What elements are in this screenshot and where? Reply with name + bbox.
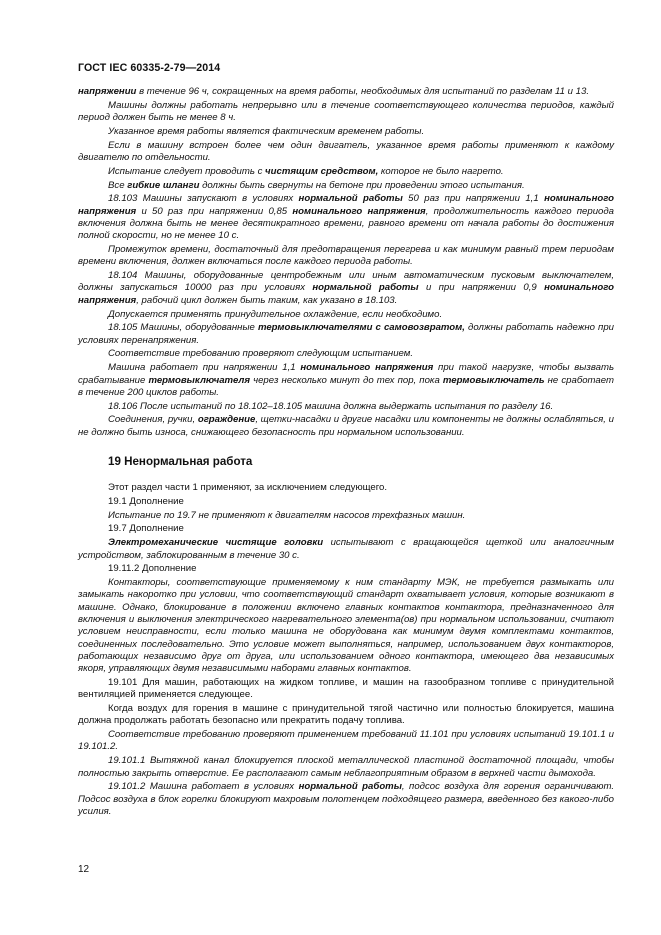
bold-term: термовыключателями с самовозвратом, [257,322,465,334]
paragraph [78,510,614,522]
paragraph [78,563,614,575]
paragraph [78,703,614,728]
text-run: Соответствие требованию проверяют следующим испытанием. [108,348,414,360]
bold-term: нормальной работы [298,193,403,205]
text-run: Испытание по 19.7 не применяют к двигателям насосов трехфазных машин. [108,509,466,521]
text-run: при такой нагрузке, чтобы вызвать срабатывание [78,362,614,386]
bold-term: термовыключателя [148,374,251,386]
paragraph [78,755,614,780]
document-body [78,86,614,818]
paragraph [78,140,614,165]
document-header: ГОСТ IEC 60335-2-79—2014 [78,62,221,74]
text-run: и при напряжении 0,9 [418,282,545,294]
paragraph [78,523,614,535]
text-run: Этот раздел части 1 применяют, за исключением следующего. [108,482,388,494]
section-19-heading: 19 Ненормальная работа [108,455,253,469]
text-run: , рабочий цикл должен быть таким, как указано в 18.103. [136,294,398,306]
paragraph [78,781,614,818]
text-run: Соединения, ручки, [108,414,198,426]
section-19-body [78,482,614,818]
text-run: Испытание следует проводить с [108,165,266,177]
paragraph [78,362,614,399]
text-run: , продолжительность каждого периода включения должна быть не менее десятикратного времени, равного времени от начала работы до достижения полной скорости, но не менее 10 с. [78,205,615,242]
text-run: Когда воздух для горения в машине с принудительной тягой частично или полностью блокируется, машина должна продолжать работать безопасно или прекратить подачу топлива. [78,703,614,727]
paragraph [78,482,614,494]
paragraph [78,86,614,98]
paragraph [78,100,614,125]
text-run: Допускается применять принудительное охлаждение, если необходимо. [108,308,443,320]
text-run: 19.1 Дополнение [108,495,184,507]
text-run: 19.7 Дополнение [108,523,184,535]
paragraph [78,537,614,562]
text-run: Указанное время работы является фактическим временем работы. [108,125,425,137]
text-run: в течение 96 ч, сокращенных на время работы, необходимых для испытаний по разделам 11 и 13. [136,86,589,97]
text-run: Все [108,179,128,191]
bold-term: номинального напряжения [78,282,614,306]
section-18-continuation [78,86,614,439]
text-run: Соответствие требованию проверяют применением требований 11.101 при условиях испытаний 19.101.1 и 19.101.2. [78,729,614,753]
bold-term: гибкие шланги [127,179,200,191]
paragraph [78,577,614,675]
text-run: Если в машину встроен более чем один двигатель, указанное время работы применяют к каждому двигателю по отдельности. [78,139,614,163]
text-run: должны быть свернуты на бетоне при проведении этого испытания. [199,179,525,191]
text-run: должны работать надежно при условиях перенапряжения. [78,322,615,346]
text-run: , щетки-насадки и другие насадки или компоненты не должны ослабляться, и не должно быть износа, снижающего безопасность при нормальном использовании. [78,414,614,438]
text-run: 19.101 Для машин, работающих на жидком топливе, и машин на газообразном топливе с принудительной вентиляцией применяется следующее. [78,676,614,701]
bold-term: термовыключатель [442,374,545,386]
paragraph [78,180,614,192]
bold-term: нормальной работы [312,282,419,294]
bold-term: Электромеханические чистящие головки [108,537,324,549]
text-run: 19.101.1 Вытяжной канал блокируется плоской металлической пластиной достаточной площади, чтобы полностью закрыть отверстие. Ее располагают самым неблагоприятным образом в верхней части дымохода. [78,755,614,779]
text-run: Контакторы, соответствующие применяемому к ним стандарту МЭК, не требуется размыкать или замыкать накоротко при условии, что соответствующий стандарт охватывает условия, которые возникают в машине. Однако, блокирование в положении включено главных контактов контактора, предназначенного для включения и выключения электрического нагревательного элемента(ов) при нормальном использовании, считают условием неисправности, если только машина не оборудована как минимум двумя комплектами контактов, соединенных последовательно. Это условие может выполняться, например, использованием двух контакторов, работающих независимо друг от друга, или использованием одного контактора, имеющего два независимых якоря, управляющих двумя независимыми наборами главных контактов. [78,577,614,675]
text-run: и 50 раз при напряжении 0,85 [136,205,293,217]
bold-term: номинального напряжения [300,362,434,374]
bold-term: нормальной работы [298,781,402,793]
text-run: через несколько минут до тех пор, пока [250,374,443,386]
text-run: 18.105 Машины, оборудованные [108,322,258,334]
text-run: , подсос воздуха для горения ограничивают. Подсос воздуха в блок горелки блокируют махровым полотенцем подходящего размера, введенного без какого-либо усилия. [78,781,614,817]
paragraph [78,309,614,321]
paragraph [78,496,614,508]
text-run: 19.11.2 Дополнение [108,563,197,575]
text-run: Машина работает при напряжении 1,1 [108,362,301,374]
paragraph [78,166,614,178]
paragraph [78,270,614,307]
paragraph [78,348,614,360]
bold-term: напряжении [78,86,137,97]
paragraph [78,401,614,413]
paragraph [78,126,614,138]
text-run: Машины должны работать непрерывно или в течение соответствующего количества периодов, каждый период должен быть не менее 8 ч. [78,99,614,124]
text-run: 50 раз при напряжении 1,1 [402,193,545,205]
text-run: 18.103 Машины запускают в условиях [108,193,299,205]
paragraph [78,244,614,269]
bold-term: номинального напряжения [78,193,614,217]
text-run: 18.106 После испытаний по 18.102–18.105 машина должна выдержать испытания по разделу 16. [108,400,554,412]
paragraph [78,729,614,754]
text-run: Промежуток времени, достаточный для предотвращения перегрева и как минимум равный трем периодам времени включения, должен включаться после каждого периода работы. [78,244,614,268]
paragraph [78,322,614,347]
bold-term: номинального напряжения [292,205,426,217]
bold-term: чистящим средством, [265,165,379,177]
paragraph [78,193,614,242]
text-run: испытывают с вращающейся щеткой или аналогичным устройством, заблокированным в течение 30 с. [78,537,614,561]
paragraph [78,677,614,702]
bold-term: ограждение [197,414,256,426]
text-run: которое не было нагрето. [378,165,504,177]
text-run: 19.101.2 Машина работает в условиях [108,781,299,793]
paragraph [78,414,614,439]
text-run: не сработает в течение 200 циклов работы. [78,374,614,398]
text-run: 18.104 Машины, оборудованные центробежным или иным автоматическим пусковым выключателем, должны запускаться 10000 раз при условиях [78,270,614,294]
page-number: 12 [78,864,90,875]
